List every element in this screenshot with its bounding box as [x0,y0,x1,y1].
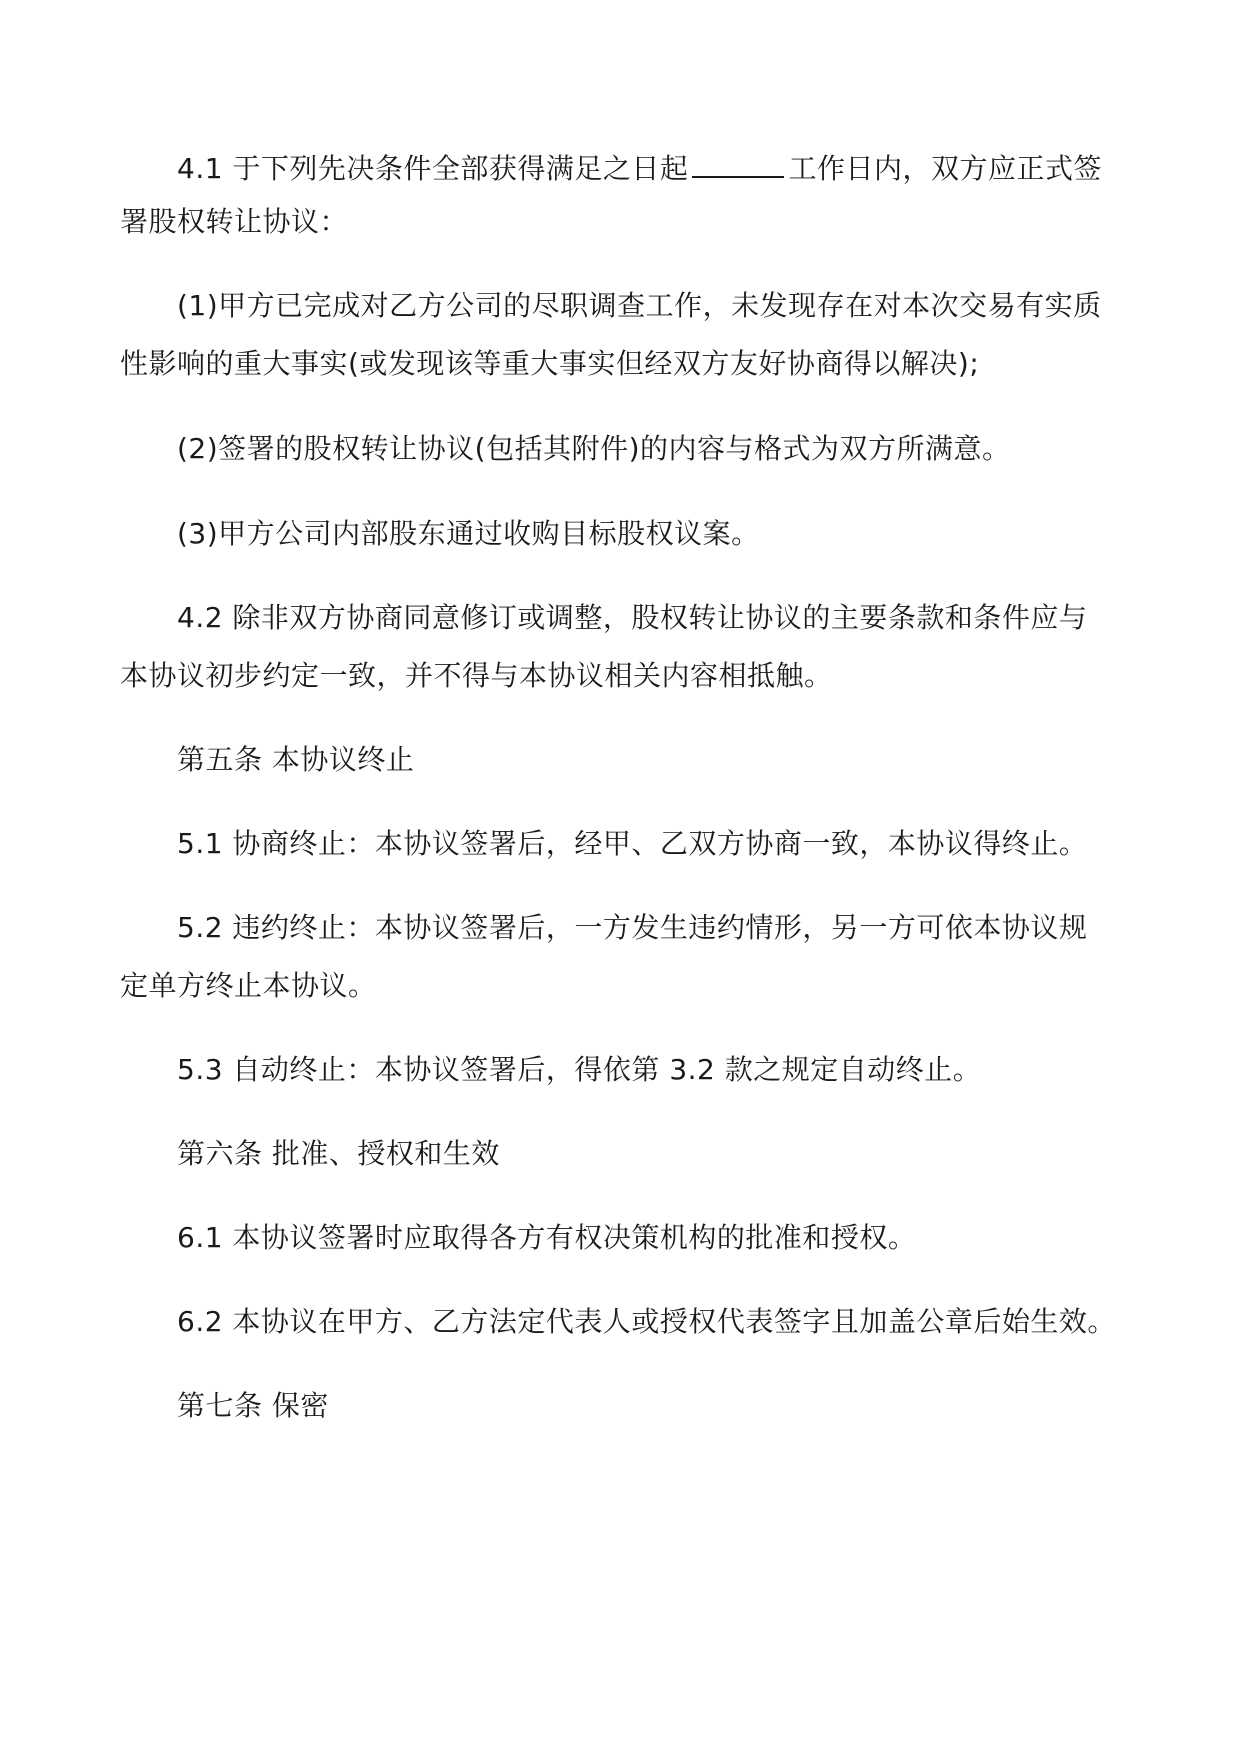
condition-1-line-1: (1)甲方已完成对乙方公司的尽职调查工作，未发现存在对本次交易有实质 [177,289,1102,322]
clause-5-3: 5.3 自动终止：本协议签署后，得依第 3.2 款之规定自动终止。 [177,1053,982,1086]
clause-4-2-line-1: 4.2 除非双方协商同意修订或调整，股权转让协议的主要条款和条件应与 [177,601,1088,634]
blank-days-field [692,150,784,178]
clause-5-2-line-1: 5.2 违约终止：本协议签署后，一方发生违约情形，另一方可依本协议规 [177,911,1088,944]
clause-4-1-prefix: 4.1 于下列先决条件全部获得满足之日起 [177,152,689,185]
condition-2: (2)签署的股权转让协议(包括其附件)的内容与格式为双方所满意。 [177,432,1011,465]
condition-1-line-2: 性影响的重大事实(或发现该等重大事实但经双方友好协商得以解决); [120,347,980,380]
clause-5-1: 5.1 协商终止：本协议签署后，经甲、乙双方协商一致，本协议得终止。 [177,827,1088,860]
clause-6-2: 6.2 本协议在甲方、乙方法定代表人或授权代表签字且加盖公章后始生效。 [177,1305,1116,1338]
article-5-title: 第五条 本协议终止 [177,743,415,776]
clause-4-2-line-2: 本协议初步约定一致，并不得与本协议相关内容相抵触。 [120,659,833,692]
article-6-title: 第六条 批准、授权和生效 [177,1137,500,1170]
clause-4-1-suffix: 工作日内，双方应正式签 [788,152,1102,185]
article-7-title: 第七条 保密 [177,1389,329,1422]
clause-4-1-line-1 [177,150,1177,183]
clause-5-2-line-2: 定单方终止本协议。 [120,969,377,1002]
condition-3: (3)甲方公司内部股东通过收购目标股权议案。 [177,517,760,550]
clause-4-1-line-2: 署股权转让协议： [120,205,349,238]
clause-6-1: 6.1 本协议签署时应取得各方有权决策机构的批准和授权。 [177,1221,917,1254]
